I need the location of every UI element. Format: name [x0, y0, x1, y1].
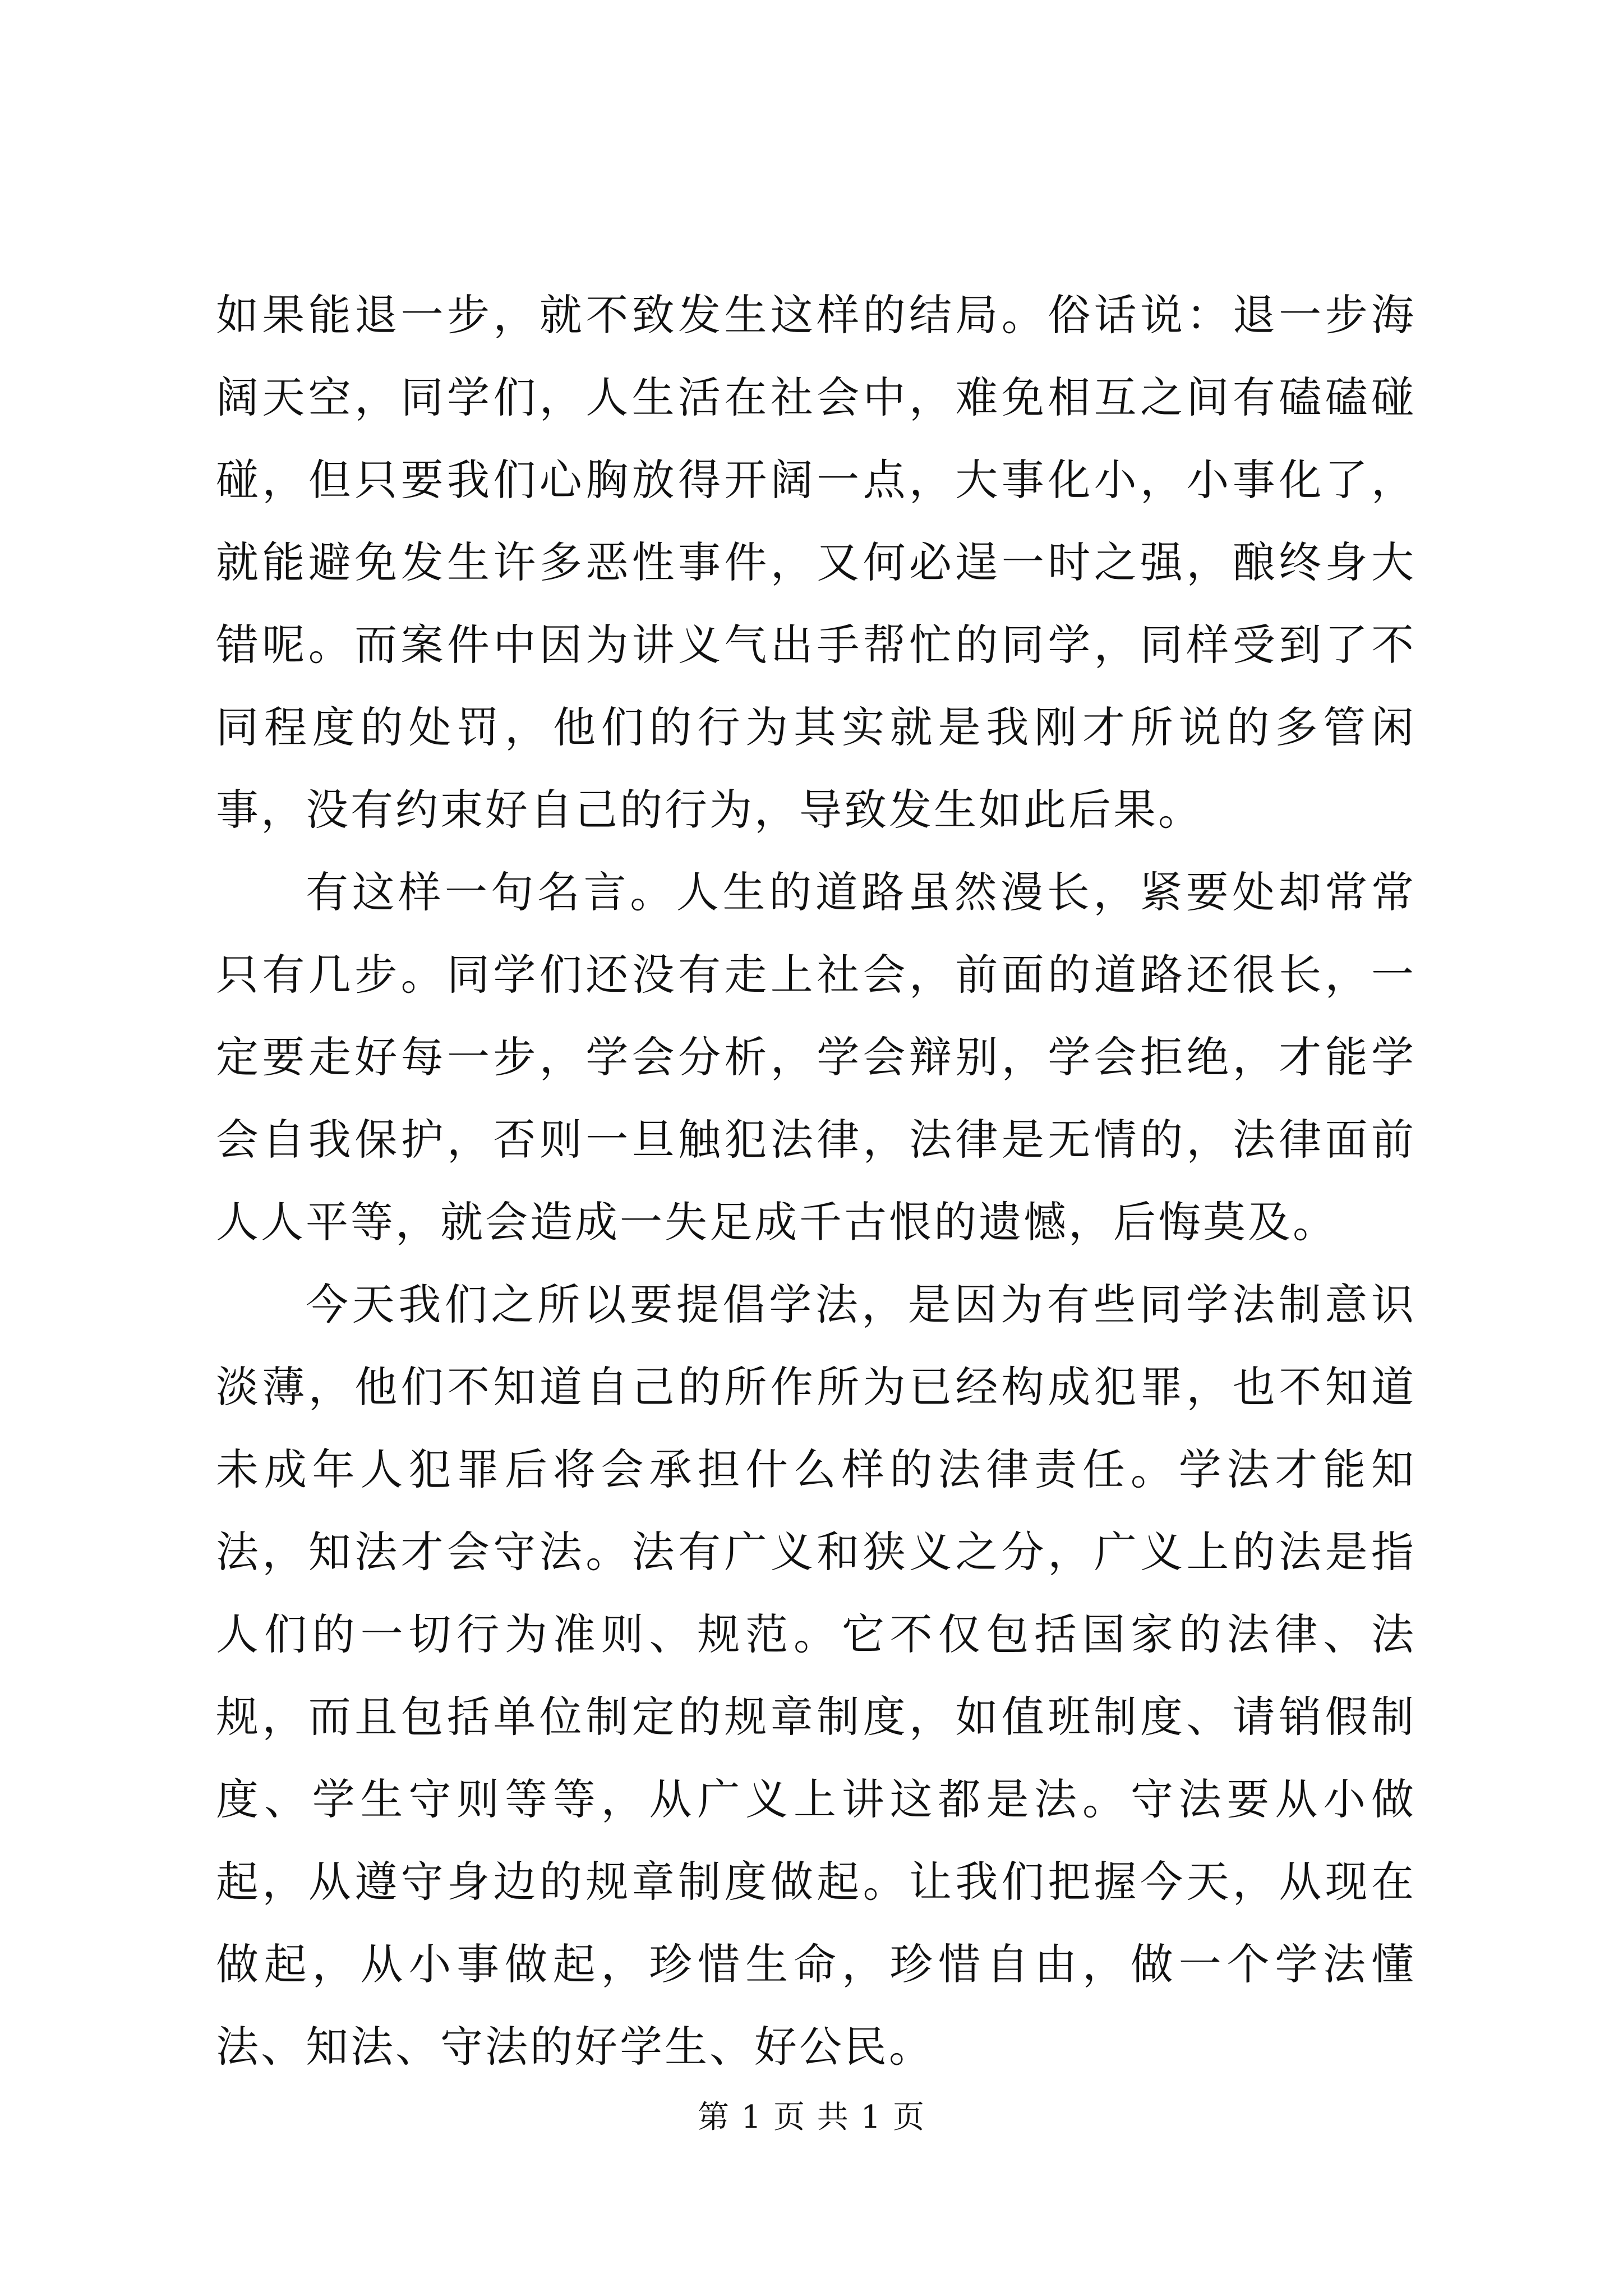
document-body	[216, 274, 1416, 2088]
paragraph-3: 今天我们之所以要提倡学法，是因为有些同学法制意识淡薄，他们不知道自己的所作所为已经构成犯罪，也不知道未成年人犯罪后将会承担什么样的法律责任。学法才能知法，知法才会守法。法有广义和狭义之分，广义上的法是指人们的一切行为准则、规范。它不仅包括国家的法律、法规，而且包括单位制定的规章制度，如值班制度、请销假制度、学生守则等等，从广义上讲这都是法。守法要从小做起，从遵守身边的规章制度做起。让我们把握今天，从现在做起，从小事做起，珍惜生命，珍惜自由，做一个学法懂法、知法、守法的好学生、好公民。	[216, 1280, 1416, 2072]
paragraph-2: 有这样一句名言。人生的道路虽然漫长，紧要处却常常只有几步。同学们还没有走上社会，前面的道路还很长，一定要走好每一步，学会分析，学会辩别，学会拒绝，才能学会自我保护，否则一旦触犯法律，法律是无情的，法律面前人人平等，就会造成一失足成千古恨的遗憾，后悔莫及。	[216, 867, 1416, 1247]
page-number-footer: 第 1 页 共 1 页	[697, 2099, 926, 2136]
paragraph-1: 如果能退一步，就不致发生这样的结局。俗话说：退一步海阔天空，同学们，人生活在社会中，难免相互之间有磕磕碰碰，但只要我们心胸放得开阔一点，大事化小，小事化了，就能避免发生许多恶性事件，又何必逞一时之强，酿终身大错呢。而案件中因为讲义气出手帮忙的同学，同样受到了不同程度的处罚，他们的行为其实就是我刚才所说的多管闲事，没有约束好自己的行为，导致发生如此后果。	[216, 290, 1416, 835]
